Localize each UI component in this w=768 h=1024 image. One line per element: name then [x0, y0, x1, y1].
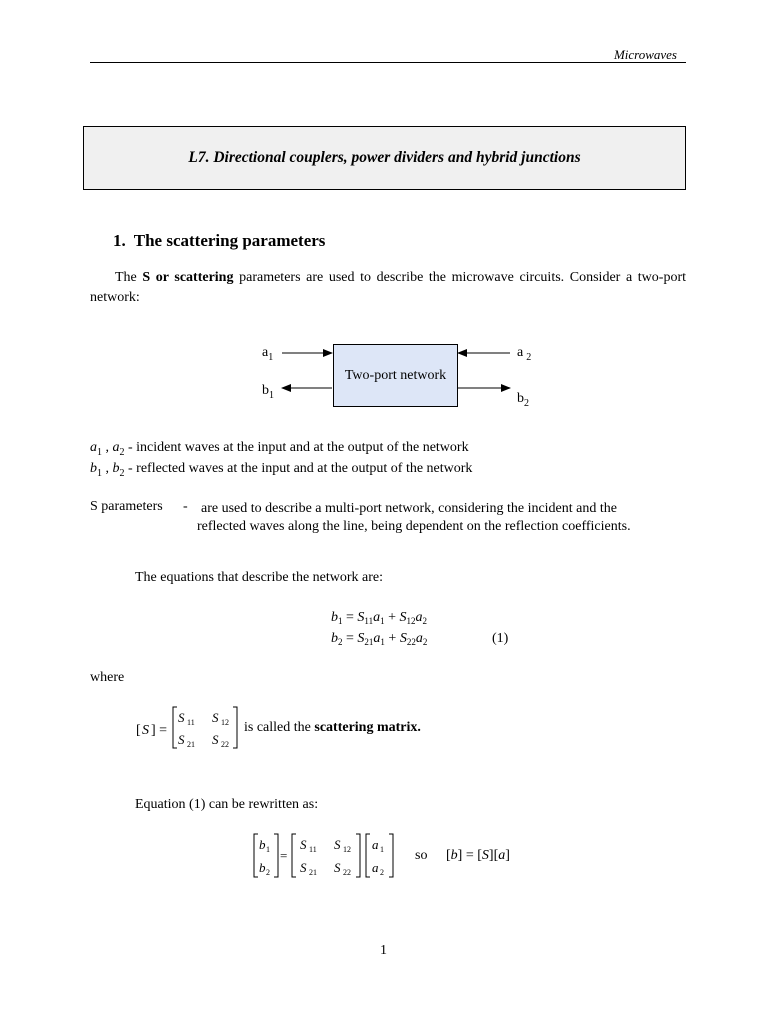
network-label: Two-port network [344, 367, 447, 383]
s-parameters-label: S parameters [90, 499, 163, 514]
svg-text:22: 22 [221, 740, 229, 749]
svg-text:22: 22 [343, 868, 351, 877]
label-b2: $b_2$ [517, 391, 529, 409]
svg-text:11: 11 [187, 718, 195, 727]
intro-post: parameters are used to describe the microwave circuits. Consider a two-port network: [90, 270, 686, 305]
svg-text:12: 12 [343, 845, 351, 854]
svg-text:S: S [334, 837, 341, 852]
intro-paragraph [90, 268, 686, 308]
svg-text:b: b [259, 837, 266, 852]
s-parameters-line1: are used to describe a multi-port network, considering the incident and the [201, 501, 617, 516]
svg-text:12: 12 [221, 718, 229, 727]
so-text: so [415, 848, 428, 863]
intro-pre: The [115, 270, 143, 285]
svg-text:b: b [259, 860, 266, 875]
s-parameters-dash: - [183, 499, 188, 514]
label-a2: a $_2$ [517, 345, 532, 363]
svg-text:21: 21 [309, 868, 317, 877]
section-title: The scattering parameters [133, 231, 326, 250]
svg-text:a: a [372, 860, 379, 875]
svg-text:S: S [178, 732, 185, 747]
reflected-definition: $b_1$ , $b_2$ - reflected waves at the input and at the output of the network [90, 461, 473, 479]
matrix-equation [250, 830, 410, 882]
rewrite-intro: Equation (1) can be rewritten as: [135, 797, 319, 812]
intro-bold: S or scattering [142, 270, 234, 285]
svg-text:S: S [300, 837, 307, 852]
svg-text:] =: ] = [151, 723, 168, 738]
svg-text:1: 1 [266, 845, 270, 854]
matrix-caption: is called the scattering matrix. [244, 720, 421, 735]
svg-text:2: 2 [380, 868, 384, 877]
title-box [83, 126, 686, 190]
label-a1: $a_1$ [262, 345, 274, 363]
equation-number: (1) [492, 631, 509, 646]
equation-b2: $b_2 = S_{21}a_1 + S_{22}a_2$ [331, 631, 428, 647]
running-header: Microwaves [613, 47, 677, 62]
section-number: 1. [113, 231, 126, 250]
svg-text:S: S [334, 860, 341, 875]
s-parameters-line2: reflected waves along the line, being dependent on the reflection coefficients. [197, 519, 631, 534]
scattering-matrix [134, 703, 244, 753]
svg-text:11: 11 [309, 845, 317, 854]
svg-text:1: 1 [380, 845, 384, 854]
two-port-network-box [333, 344, 458, 407]
equations-intro: The equations that describe the network are: [135, 570, 384, 585]
equation-b1: $b_1 = S_{11}a_1 + S_{12}a_2$ [331, 610, 427, 626]
svg-text:[: [ [136, 723, 141, 738]
svg-text:a: a [372, 837, 379, 852]
svg-text:S: S [178, 710, 185, 725]
compact-matrix-equation: [b] = [S][a] [446, 848, 510, 863]
incident-definition: $a_1$ , $a_2$ - incident waves at the input and at the output of the network [90, 440, 469, 458]
lecture-title: L7. Directional couplers, power dividers and hybrid junctions [188, 149, 581, 166]
svg-text:S: S [212, 732, 219, 747]
where-text: where [90, 670, 125, 685]
header-rule [90, 62, 686, 63]
svg-text:S: S [142, 723, 149, 738]
svg-text:S: S [300, 860, 307, 875]
svg-text:S: S [212, 710, 219, 725]
svg-text:21: 21 [187, 740, 195, 749]
section-heading [113, 231, 325, 251]
svg-text:=: = [280, 848, 288, 863]
svg-text:2: 2 [266, 868, 270, 877]
page-number: 1 [380, 943, 387, 958]
label-b1: $b_1$ [262, 383, 274, 401]
